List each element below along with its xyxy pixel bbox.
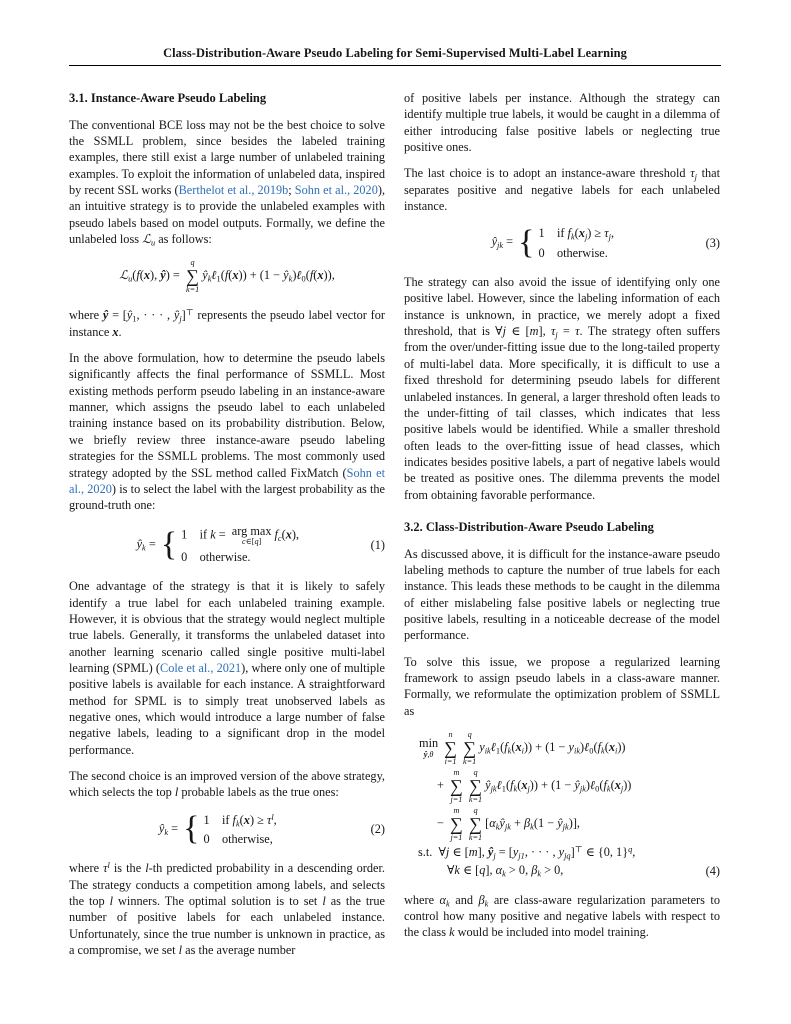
math-token: q: [628, 844, 633, 854]
math-token: k: [507, 746, 512, 756]
math-token: ŷ: [423, 749, 428, 759]
math-token: ŷ: [160, 268, 166, 283]
math-token: x: [317, 268, 324, 283]
sum-operator: [186, 258, 199, 294]
equation-number: (3): [705, 236, 720, 251]
math-token: k: [570, 232, 575, 242]
math-token: f: [224, 268, 229, 283]
math-token: x: [515, 739, 522, 754]
math-token: ŷ: [136, 536, 143, 551]
math-token: l: [109, 894, 114, 909]
equation-number: (4): [705, 864, 720, 879]
math-token: x: [112, 324, 119, 339]
math-token: m: [529, 324, 539, 339]
math-token: k: [537, 869, 542, 879]
cases-expression: [183, 812, 277, 848]
math-token: f: [510, 777, 514, 792]
operator-symbol: ∑: [186, 266, 199, 287]
math-token: k: [235, 819, 240, 829]
equation-line: + m ∑ j=1 q ∑ k=1 $ŷ_{jk}\ell_1(f_k(x_j)) + (1$ − $ŷ_{jk})\ell_0(f_k(x_j))$: [437, 768, 632, 805]
case-row: 1 if k = arg max c∈[q] $f_c(x)$,: [181, 523, 300, 546]
operator-symbol: ∑: [450, 776, 463, 797]
under-operator: [419, 737, 438, 758]
operator-limit: i=1: [444, 756, 457, 766]
operator-symbol: ∑: [450, 814, 463, 835]
equation-line: min ŷ,θ n ∑ i=1 q ∑ k=1 $y_{ik}\ell_1(f_k(x_i)) + (1$ − $y_{ik})\ell_0(f_k(x_i))$: [419, 729, 626, 766]
math-token: jk: [497, 241, 504, 251]
math-token: j: [555, 330, 558, 340]
math-token: ℓ: [211, 268, 217, 283]
operator-limit: q: [473, 806, 478, 816]
math-token: j: [694, 172, 697, 182]
cases-expression: [161, 525, 299, 566]
math-token: τ: [690, 166, 695, 181]
running-title: Class-Distribution-Aware Pseudo Labeling for Semi-Supervised Multi-Label Learning: [163, 46, 627, 60]
math-token: f: [274, 527, 278, 542]
math-token: ŷ: [102, 308, 109, 323]
math-token: x: [614, 777, 621, 792]
citation-link[interactable]: Sohn et al., 2020: [294, 183, 378, 197]
math-token: l: [322, 894, 326, 909]
equation: [404, 729, 720, 880]
math-token: k: [449, 925, 455, 940]
math-token: f: [232, 812, 236, 827]
math-token: j: [179, 314, 182, 324]
math-token: u: [150, 238, 156, 248]
math-token: ŷ: [202, 268, 208, 283]
math-token: ℓ: [590, 777, 596, 792]
paragraph: One advantage of the strategy is that it is likely to safely identify a true label for each unlabeled training example. However, it is obvious that the strategy would neglect multiple true labels. Generally, it transforms the unlabeled dataset into another learning scenario called single positive multi-label learning (SPML) (Cole et al., 2021), where only one of multiple positive labels is available for each instance. A straightforward method for SPML is to simply treat unobserved labels as negative ones, which would introduce a large number of false negative labels, leading to a significant drop in the model performance.: [69, 579, 385, 757]
left-brace-glyph: {: [518, 223, 535, 261]
paragraph: where $\alpha_k$ and $\beta_k$ are class-aware regularization parameters to control how many positive and negative labels with respect to the class k would be included into model training.: [404, 892, 720, 940]
math-token: τ: [103, 861, 108, 876]
operator-symbol: ∑: [469, 776, 482, 797]
cases-expression: [518, 225, 614, 261]
math-token: f: [136, 268, 140, 283]
sum-operator: [463, 730, 476, 766]
equation: [69, 811, 385, 849]
operator-limit: m: [453, 806, 460, 816]
equation-line: − m ∑ j=1 q ∑ k=1 [$\alpha_kŷ_{jk} + \beta_k(1$ − $ŷ_{jk}$)],: [437, 806, 580, 843]
sum-operator: [450, 768, 463, 804]
math-token: jk: [562, 822, 569, 832]
sum-operator: [450, 806, 463, 842]
operator-limit: q: [190, 258, 195, 268]
math-token: f: [597, 739, 601, 754]
paragraph: The conventional BCE loss may not be the best choice to solve the SSMLL problem, since besides the labeled training examples, there still exist a large number of unlabeled training examples. To exploit the information of unlabeled data, inspired by recent SSL works (Berthelot et al., 2019b; Sohn et al., 2020), an intuitive strategy is to provide the unlabeled examples with pseudo labels based on model outputs. Formally, we define the unlabeled loss ℒ$_u$ as follows:: [69, 117, 386, 248]
math-token: jk: [490, 784, 497, 794]
math-token: k: [601, 746, 605, 756]
equation-line: ∀k ∈ [q], $\alpha_k > 0$, $\beta_k > 0$,: [447, 863, 564, 879]
math-token: ŷ: [557, 815, 563, 830]
math-token: ŷ: [487, 845, 494, 860]
math-token: 0: [595, 784, 600, 794]
math-token: α: [489, 815, 496, 830]
paragraph: In the above formulation, how to determine the pseudo labels significantly affects the final performance of SSMLL. Most existing methods perform pseudo labeling in an instance-aware manner, which assigns the pseudo label to each unlabeled training instance based on its probability distribution. Below, we briefly review three instance-aware pseudo labeling strategies for the SSMLL problems. The most commonly used strategy adopted by the SSL method called FixMatch (Sohn et al., 2020) is to select the label with the largest probability as the ground-truth one:: [69, 351, 385, 513]
math-token: l: [145, 861, 149, 876]
paragraph: where $\tau^l$ is the l-th predicted probability in a descending order. The strategy conducts a competition among labels, and selects the top l winners. The optimal solution is to set l as the true number of positive labels for each unlabeled instance. Unfortunately, since the true number is unknown in practice, as a compromise, we set l as the average number: [69, 861, 386, 958]
math-token: ℓ: [584, 739, 590, 754]
math-token: j: [445, 845, 450, 860]
section-heading: 3.2. Class-Distribution-Aware Pseudo Labeling: [404, 519, 654, 534]
math-token: ŷ: [499, 815, 505, 830]
math-token: k: [495, 822, 500, 832]
equation-number: (1): [370, 537, 385, 552]
math-token: β: [524, 815, 531, 830]
operator-limit: j=1: [450, 833, 463, 843]
case-row: 1 if $f_k(x) \ge \tau^l$,: [203, 812, 277, 829]
under-operator-part: ŷ,θ: [423, 749, 434, 759]
math-token: 1: [216, 274, 221, 284]
equation: [69, 524, 385, 567]
math-token: τ: [604, 226, 609, 241]
operator-limit: n: [448, 729, 453, 739]
math-token: j: [584, 232, 588, 242]
math-token: ℓ: [490, 739, 496, 754]
equation-body: [69, 524, 367, 567]
math-token: f: [603, 777, 607, 792]
math-token: ℒ: [142, 232, 151, 247]
equation-body: [69, 811, 367, 849]
equation-body: [404, 729, 702, 880]
under-operator-part: c∈[q]: [242, 536, 262, 546]
paragraph: of positive labels per instance. Although the strategy can identify multiple true labels, it would be caught in a dilemma of either introducing false positive labels or neglecting true positive ones.: [404, 91, 720, 155]
operator-limit: k=1: [462, 756, 477, 766]
operator-symbol: ∑: [469, 814, 482, 835]
math-token: k: [606, 784, 611, 794]
math-token: ŷ: [283, 268, 289, 283]
math-token: c: [242, 536, 246, 546]
case-row: 0 otherwise,: [203, 832, 273, 846]
math-token: x: [578, 226, 585, 241]
sum-operator: [469, 768, 482, 804]
math-token: x: [608, 739, 615, 754]
operator-limit: m: [453, 768, 460, 777]
math-token: j: [502, 324, 506, 339]
citation-link[interactable]: Berthelot et al., 2019b: [178, 183, 289, 197]
math-token: f: [567, 226, 571, 241]
equation: [404, 224, 720, 262]
equation-line: $ŷ_k$ = { 1 if k = arg max c∈[q] $f_c(x)$, 0 otherwise.: [136, 523, 300, 564]
left-brace-glyph: {: [160, 525, 178, 563]
case-rows: [204, 812, 277, 848]
math-token: y: [512, 845, 519, 860]
paragraph: The strategy can also avoid the issue of identifying only one positive label. However, since the labeling information of each instance is unknown, in practice, we merely adopt a fixed threshold, that is ∀j ∈ [m], $\tau_j = \tau$. The strategy often suffers from the over/under-fitting issue due to the long-tailed property of multi-label data. More specifically, it is difficult to use a fixed threshold for determining pseudo labels for different unlabeled instances. In general, a larger threshold often leads to the under-fitting of tail classes, which indicates that less positive labels would be identified. While a smaller threshold often leads to the over-fitting issue of head classes, which indicates besides positive labels, a part of negative labels would be treated as positive ones. The dilemma prevents the model from obtaining favorable performance.: [404, 275, 721, 502]
math-token: ik: [574, 746, 581, 756]
math-token: k: [164, 827, 169, 837]
operator-symbol: ∑: [444, 737, 457, 758]
equation-line: $ŷ_{jk}$ = { 1 if $f_k(x_j) \ge \tau_j$, 0 otherwise.: [491, 223, 615, 261]
math-token: ŷ: [485, 777, 491, 792]
paragraph: The last choice is to adopt an instance-aware threshold $\tau_j$ that separates positive and negative labels for each unlabeled instance.: [404, 166, 721, 214]
math-token: β: [531, 863, 538, 878]
math-token: q: [479, 863, 486, 878]
math-token: 0: [589, 746, 594, 756]
math-token: x: [285, 527, 292, 542]
paragraph: The second choice is an improved version of the above strategy, which selects the top l probable labels as the true ones:: [69, 768, 385, 800]
math-token: θ: [429, 749, 434, 759]
math-token: i: [614, 746, 618, 756]
sum-operator: [469, 806, 482, 842]
math-token: f: [504, 739, 508, 754]
case-rows: [181, 525, 299, 566]
paragraph: To solve this issue, we propose a regularized learning framework to assign pseudo labels in a class-aware manner. Formally, we reformulate the optimization problem of SSMLL as: [404, 654, 720, 718]
math-token: 1: [501, 784, 506, 794]
math-token: τ: [575, 324, 580, 339]
math-token: m: [468, 845, 478, 860]
operator-symbol: ∑: [463, 737, 477, 758]
math-token: ℒ: [119, 268, 129, 283]
math-token: ŷ: [491, 235, 498, 250]
math-token: ŷ: [126, 308, 133, 323]
math-token: jk: [504, 822, 511, 832]
math-token: l: [174, 785, 179, 800]
math-token: α: [495, 863, 503, 878]
math-token: 0: [301, 274, 306, 284]
operator-limit: k=1: [468, 833, 483, 843]
math-token: k: [142, 543, 146, 553]
math-token: x: [521, 777, 528, 792]
math-token: k: [484, 899, 489, 909]
case-row: 1 if $f_k(x_j) \ge \tau_j$,: [538, 226, 615, 242]
left-brace-glyph: {: [183, 810, 200, 848]
math-token: ℓ: [496, 777, 502, 792]
paragraph: where ŷ = [$ŷ_1$, · · · , $ŷ_j]^⊤$ represents the pseudo label vector for instance x.: [69, 308, 385, 339]
math-token: ik: [484, 746, 491, 756]
sum-operator: [444, 730, 457, 766]
math-token: j: [527, 784, 530, 794]
operator-limit: j=1: [450, 795, 463, 805]
math-token: j1: [518, 851, 525, 861]
math-token: x: [243, 812, 250, 827]
math-token: l: [178, 943, 183, 958]
math-token: 1: [132, 314, 137, 324]
math-token: u: [128, 274, 133, 284]
math-token: τ: [266, 812, 272, 827]
math-token: ⊤: [185, 308, 194, 318]
math-token: j: [620, 784, 624, 794]
equation-body: [69, 257, 385, 295]
math-token: l: [107, 861, 110, 871]
math-token: c: [277, 533, 282, 543]
equation-line: $ŷ_k$ = { 1 if $f_k(x) \ge \tau^l$, 0 otherwise,: [158, 810, 277, 848]
math-token: k: [513, 784, 518, 794]
math-token: k: [446, 899, 450, 909]
math-token: τ: [550, 324, 556, 339]
running-head: [69, 46, 721, 66]
right-column: [404, 90, 720, 951]
case-rows: [539, 225, 615, 261]
operator-limit: q: [473, 768, 478, 777]
math-token: f: [309, 268, 314, 283]
math-token: k: [288, 274, 293, 284]
citation-link[interactable]: Cole et al., 2021: [160, 660, 242, 675]
equation-line: ℒ$_u$(f(x), ŷ) = q ∑ k=1 $ŷ_k\ell_1(f(x)) + (1$ − $ŷ_k)\ell_0(f(x))$,: [119, 258, 335, 295]
math-token: j: [608, 232, 611, 242]
left-column: [69, 90, 385, 968]
math-token: k: [454, 863, 460, 878]
math-token: j: [493, 851, 496, 861]
math-token: y: [558, 845, 565, 860]
math-token: ℓ: [296, 268, 302, 283]
equation: [69, 257, 385, 295]
math-token: i: [521, 746, 524, 756]
math-token: ŷ: [158, 821, 165, 836]
under-operator-part: min: [419, 736, 439, 751]
math-token: ⊤: [574, 844, 583, 854]
operator-limit: q: [467, 729, 472, 739]
case-row: 0 otherwise.: [181, 549, 251, 564]
operator-limit: k=1: [468, 795, 483, 805]
math-token: jq: [564, 851, 571, 861]
math-token: ŷ: [574, 777, 580, 792]
math-token: l: [271, 812, 274, 822]
math-token: q: [254, 536, 259, 546]
math-token: y: [568, 739, 574, 754]
math-token: x: [143, 268, 151, 283]
math-token: α: [439, 892, 447, 907]
paper-body: [69, 90, 721, 968]
math-token: β: [478, 892, 485, 907]
equation-number: (2): [370, 822, 385, 837]
math-token: 1: [495, 746, 501, 756]
equation-body: [404, 224, 702, 262]
section-heading: 3.1. Instance-Aware Pseudo Labeling: [69, 91, 267, 105]
math-token: k: [210, 527, 216, 542]
equation-line: s.t. ∀j ∈ [m], $ŷ_j = [y_{j1}$, · · · , $y_{jq}]^⊤$ ∈ {0, 1}$^q$,: [418, 844, 636, 861]
math-token: k: [502, 869, 506, 879]
paragraph: As discussed above, it is difficult for the instance-aware pseudo labeling methods to capture the number of true labels for each instance. This leads these methods to be caught in the dilemma of either mislabeling false positive labels or neglecting true positive labels, resulting in a noticeable decrease of the model performance.: [404, 546, 720, 643]
operator-limit: k=1: [185, 285, 200, 295]
under-operator-part: arg max: [231, 523, 272, 538]
citation-link[interactable]: Sohn et al., 2020: [69, 465, 385, 496]
case-row: 0 otherwise.: [538, 245, 608, 260]
math-token: x: [232, 268, 239, 283]
math-token: ŷ: [173, 308, 180, 323]
math-token: jk: [579, 784, 586, 794]
math-token: k: [530, 822, 534, 832]
under-operator: [232, 525, 272, 546]
math-token: k: [207, 274, 212, 284]
math-token: y: [479, 739, 485, 754]
